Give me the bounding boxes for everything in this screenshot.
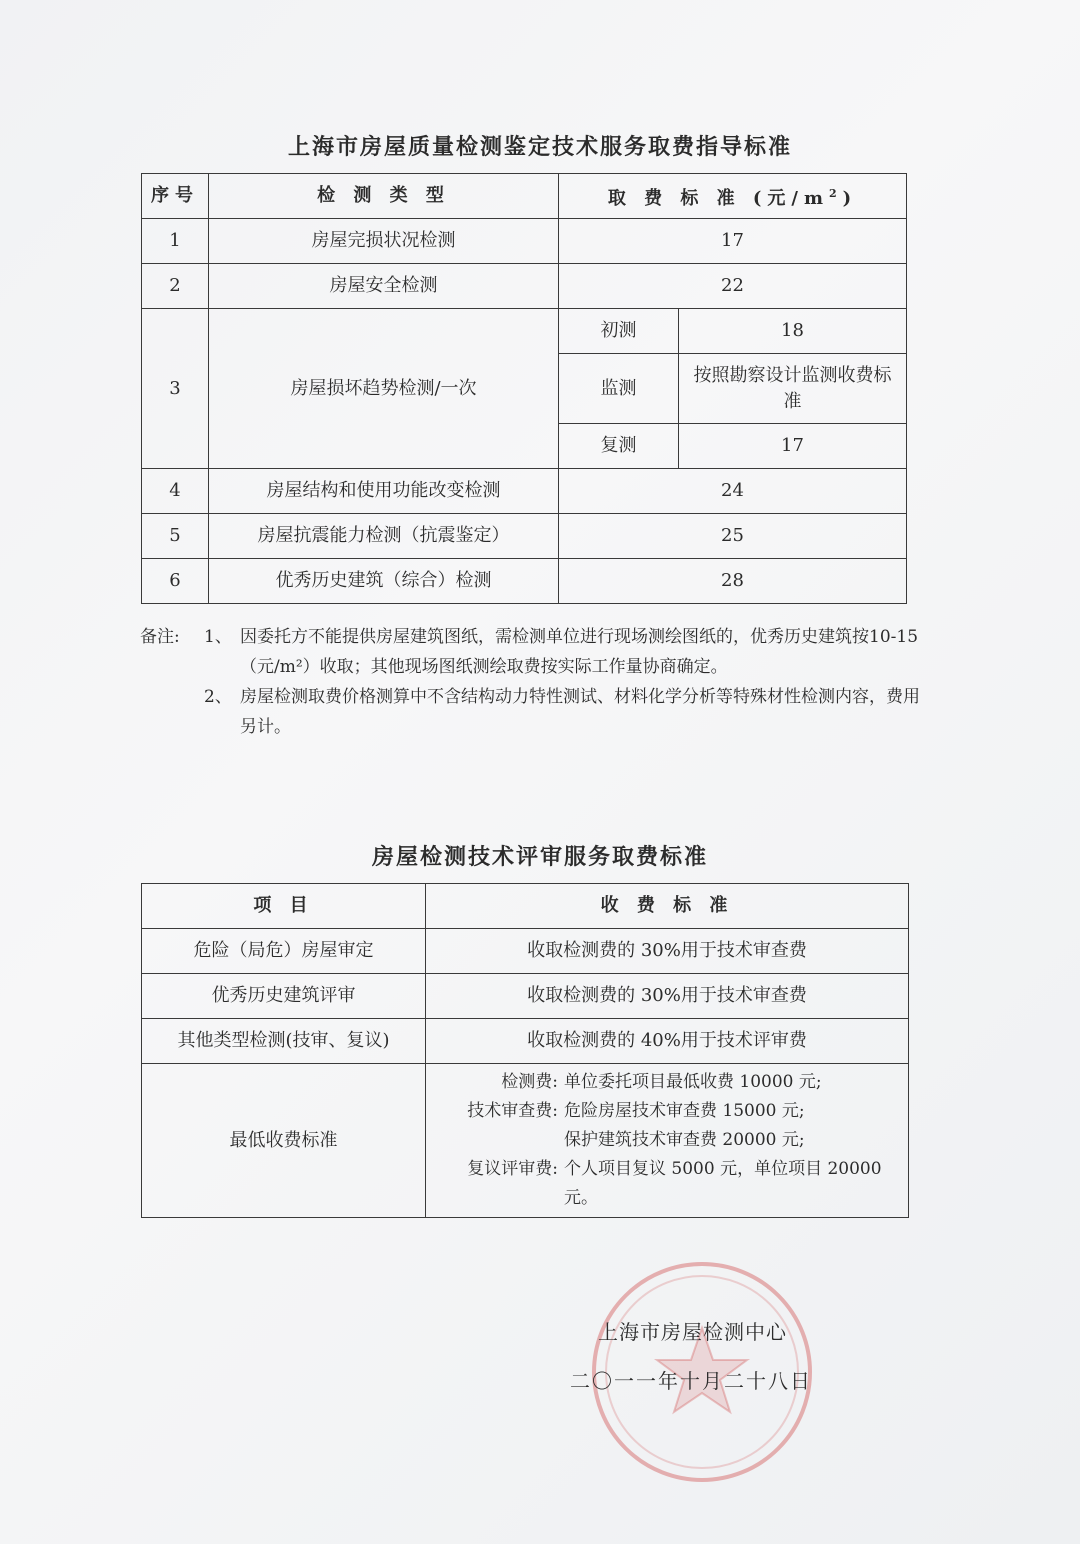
min-fee-line: 保护建筑技术审查费 20000 元; [564,1130,805,1150]
row-item: 其他类型检测(技审、复议) [142,1019,426,1064]
row-no: 1 [142,219,209,264]
row-fee: 28 [559,559,907,604]
min-fee-line: 检测费: 单位委托项目最低收费 10000 元; [501,1072,822,1092]
note-text: 因委托方不能提供房屋建筑图纸，需检测单位进行现场测绘图纸的，优秀历史建筑按10-15（元/m²）收取；其他现场图纸测绘取费按实际工作量协商确定。 [240,627,919,677]
header-cell: 取 费 标 准 (元$/m^2$) [559,174,907,219]
issuer-name: 上海市房屋检测中心 [598,1320,787,1344]
table-row [142,469,907,514]
note-item [140,682,920,742]
table-row [142,309,907,354]
row-type: 房屋损坏趋势检测/一次 [209,309,559,469]
row-item: 最低收费标准 [142,1064,426,1218]
row-no: 5 [142,514,209,559]
table-row [142,1064,909,1218]
doc-title-2: 房屋检测技术评审服务取费标准 [371,844,708,870]
header-cell: 项 目 [142,884,426,929]
row-no: 4 [142,469,209,514]
table-row [142,559,907,604]
sub-fee: 18 [679,309,907,354]
row-fee: 收取检测费的 30%用于技术审查费 [426,929,909,974]
min-fee-cell [426,1064,909,1218]
table-header-row [142,174,907,219]
sub-fee: 按照勘察设计监测收费标准 [679,354,907,424]
min-fee-line: 技术审查费: 危险房屋技术审查费 15000 元; [467,1101,805,1121]
row-type: 房屋抗震能力检测（抗震鉴定） [209,514,559,559]
note-text: 房屋检测取费价格测算中不含结构动力特性测试、材料化学分析等特殊材性检测内容，费用另计。 [240,687,920,737]
sub-label: 初测 [559,309,679,354]
row-type: 优秀历史建筑（综合）检测 [209,559,559,604]
notes-section [140,622,920,742]
row-type: 房屋结构和使用功能改变检测 [209,469,559,514]
row-fee: 25 [559,514,907,559]
row-fee: 收取检测费的 40%用于技术评审费 [426,1019,909,1064]
sub-label: 复测 [559,424,679,469]
table-row [142,929,909,974]
table-row [142,219,907,264]
doc-title-1: 上海市房屋质量检测鉴定技术服务取费指导标准 [287,134,792,160]
row-no: 2 [142,264,209,309]
row-type: 房屋完损状况检测 [209,219,559,264]
fee-table-2 [141,883,909,1218]
table-row [142,974,909,1019]
row-fee: 17 [559,219,907,264]
table-row [142,264,907,309]
header-cell: 检 测 类 型 [209,174,559,219]
table-row [142,514,907,559]
row-fee: 收取检测费的 30%用于技术审查费 [426,974,909,1019]
header-cell: 序号 [142,174,209,219]
row-item: 危险（局危）房屋审定 [142,929,426,974]
sub-label: 监测 [559,354,679,424]
row-type: 房屋安全检测 [209,264,559,309]
fee-table-1 [141,173,907,604]
note-number: 1、 [204,627,232,647]
notes-label: 备注: [140,627,180,647]
sub-fee: 17 [679,424,907,469]
row-no: 6 [142,559,209,604]
table-row [142,1019,909,1064]
row-no: 3 [142,309,209,469]
note-number: 2、 [204,687,232,707]
row-item: 优秀历史建筑评审 [142,974,426,1019]
issue-date: 二〇一一年十月二十八日 [570,1369,812,1393]
row-fee: 22 [559,264,907,309]
header-cell: 收 费 标 准 [426,884,909,929]
note-item [140,622,920,682]
row-fee: 24 [559,469,907,514]
min-fee-line: 复议评审费: 个人项目复议 5000 元，单位项目 20000 元。 [467,1159,882,1208]
table-header-row [142,884,909,929]
